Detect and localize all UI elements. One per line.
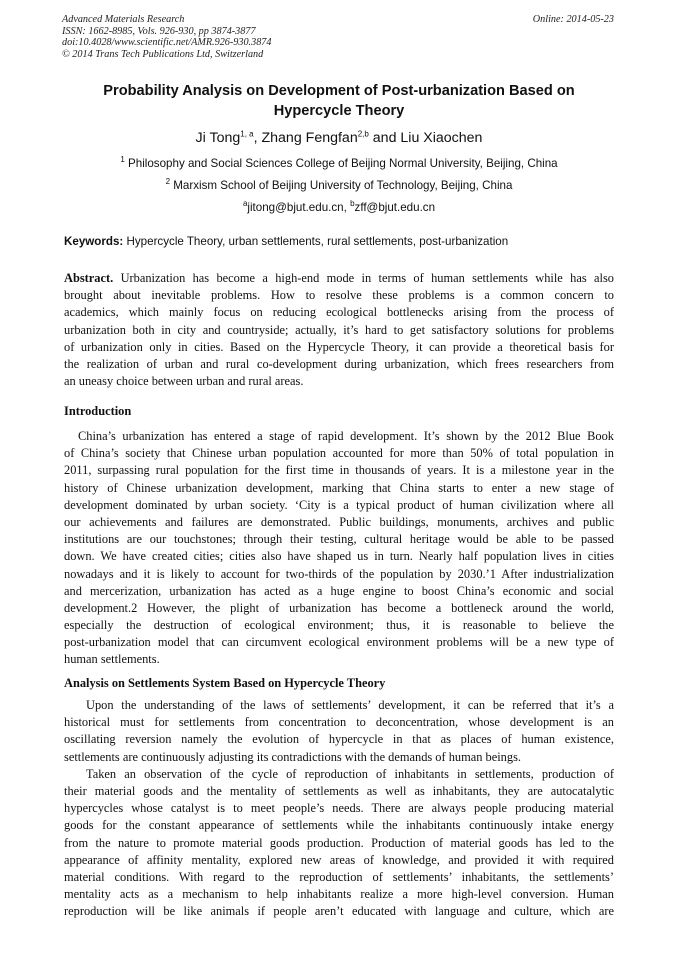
abstract-line: academics, which mainly focus on reducing ecological bottlenecks arising from the process of	[64, 305, 614, 320]
text-line: mentality acts as a mechanism to help inhabitants realize a more high-level conversion. Human	[64, 887, 614, 902]
doi-line: doi:10.4028/www.scientific.net/AMR.926-930.3874	[62, 37, 272, 49]
email-superscript: a	[242, 199, 248, 209]
text-line: their material goods and the mentality of settlements as well as inhabitants, they are autocatalytic	[64, 783, 614, 798]
issn-line: ISSN: 1662-8985, Vols. 926-930, pp 3874-3877	[62, 25, 256, 37]
text-line: post-urbanization model that can circumvent ecological environment problems will be a new type of	[64, 635, 614, 650]
email-link[interactable]: jitong@bjut.edu.cn,	[247, 201, 351, 214]
text-line: goods for the constant appearance of settlements while the inhabitants continuously intake energy	[64, 818, 614, 833]
abstract-line: urbanization both in city and countryside; actually, it’s hard to get satisfactory solutions for problems	[64, 322, 614, 337]
text-line: historical must for settlements from concentration to deconcentration, whose development is an	[64, 715, 614, 730]
text-line: development.2 However, the plight of urbanization has become a bottleneck around the world,	[64, 600, 614, 615]
affiliation-superscript: 2	[165, 177, 171, 187]
abstract-line: the realization of urban and rural co-development during urbanization, which frees researchers from	[64, 356, 614, 371]
text-line: down. We have created cities; cities also have shaped us in turn. Nearly half population lives in cities	[64, 549, 614, 564]
copyright-line: © 2014 Trans Tech Publications Ltd, Switzerland	[62, 48, 264, 60]
keywords	[64, 235, 614, 248]
keywords-label: Keywords:	[64, 235, 124, 248]
text-line: appearance of affinity mentality, explored new areas of knowledge, and provided it with required	[64, 852, 614, 867]
abstract-line: Abstract. Urbanization has become a high-end mode in terms of human settlements while has also	[64, 271, 614, 285]
affiliation-2	[0, 179, 678, 192]
introduction-paragraph	[64, 428, 614, 669]
journal-name: Advanced Materials Research	[62, 14, 185, 25]
text-line: China’s urbanization has entered a stage of rapid development. It’s shown by the 2012 Blue Book	[78, 429, 614, 443]
text-line: nowadays and it is likely to account for two-thirds of the population by 2030.’1 After industrialization	[64, 566, 614, 581]
paper-title	[70, 81, 608, 121]
abstract-line: of urbanization only in cities. Based on the Hypercycle Theory, it can provide a theoretical basis for	[64, 339, 614, 354]
text-line: Taken an observation of the cycle of reproduction of inhabitants in settlements, production of	[86, 766, 614, 781]
text-line: and mercerization, urbanization has acted as a huge engine to boost China’s economic and social	[64, 583, 614, 598]
text-line: Upon the understanding of the laws of settlements’ development, it can be referred that it’s a	[86, 698, 614, 712]
author-superscript: 2,b	[357, 129, 369, 139]
text-line: hypercycles whose catalyst is to meet people’s needs. There are always people producing material	[64, 801, 614, 816]
text-line: development dominated by urban society. ‘City is a typical product of human civilization where all	[64, 497, 614, 512]
title-line-1: Probability Analysis on Development of Post-urbanization Based on	[103, 83, 575, 99]
text-line: especially the destruction of ecological environment; thus, it is reasonable to believe the	[64, 618, 614, 633]
author-emails	[0, 201, 678, 214]
affiliation-1	[0, 157, 678, 170]
keywords-text: Hypercycle Theory, urban settlements, rural settlements, post-urbanization	[123, 235, 509, 248]
text-line: settlements are continuously adjusting its contradictions with the demands of human beings.	[64, 749, 521, 764]
text-line: from the nature to promote material goods production. Production of material goods has led to the	[64, 835, 614, 850]
text-line: human settlements.	[64, 652, 160, 667]
section-heading-introduction: Introduction	[64, 404, 132, 418]
author-name: Ji Tong	[195, 130, 241, 146]
author-list	[0, 130, 678, 146]
affiliation-text: Marxism School of Beijing University of Technology, Beijing, China	[170, 179, 513, 192]
author-superscript: 1, a	[240, 129, 254, 139]
affiliation-text: Philosophy and Social Sciences College of Beijing Normal University, Beijing, China	[124, 157, 558, 170]
email-superscript: b	[350, 199, 355, 209]
email-link[interactable]: zff@bjut.edu.cn	[354, 201, 436, 214]
journal-header	[62, 14, 614, 60]
text-line: oscillating reversion namely the evolution of hypercycle in that as places of human existence,	[64, 732, 614, 747]
text-line: history of Chinese urbanization development, marking that China starts to enter a new stage of	[64, 480, 614, 495]
online-date: Online: 2014-05-23	[532, 14, 614, 25]
abstract-line: brought about inevitable problems. How to resolve these problems is a common concern to	[64, 288, 614, 303]
text-line: institutions are our touchstones; through their testing, cultural heritage would be able to be passed	[64, 532, 614, 547]
abstract-line: an uneasy choice between urban and rural areas.	[64, 374, 304, 389]
text-line: reproduction will be like animals if people aren’t educated with language and culture, which are	[64, 904, 614, 919]
abstract	[64, 270, 614, 390]
text-line: of China’s society that Chinese urban population accounted for more than 50% of total population in	[64, 446, 614, 461]
analysis-section	[64, 697, 614, 920]
abstract-label: Abstract.	[64, 271, 114, 285]
text-line: our achievements and failures are demonstrated. Public buildings, monuments, archives and public	[64, 514, 614, 529]
text-line: material conditions. With regard to the reproduction of settlements’ inhabitants, the settlements’	[64, 869, 614, 884]
affiliation-superscript: 1	[120, 155, 125, 165]
author-name: and Liu Xiaochen	[368, 130, 483, 146]
author-separator: ,	[253, 130, 262, 146]
section-heading-analysis: Analysis on Settlements System Based on Hypercycle Theory	[64, 676, 386, 690]
author-name: Zhang Fengfan	[261, 130, 358, 146]
title-line-2: Hypercycle Theory	[273, 103, 405, 119]
text-line: 2011, surpassing rural population for the first time in thousands of years. It is a milestone year in the	[64, 463, 614, 478]
